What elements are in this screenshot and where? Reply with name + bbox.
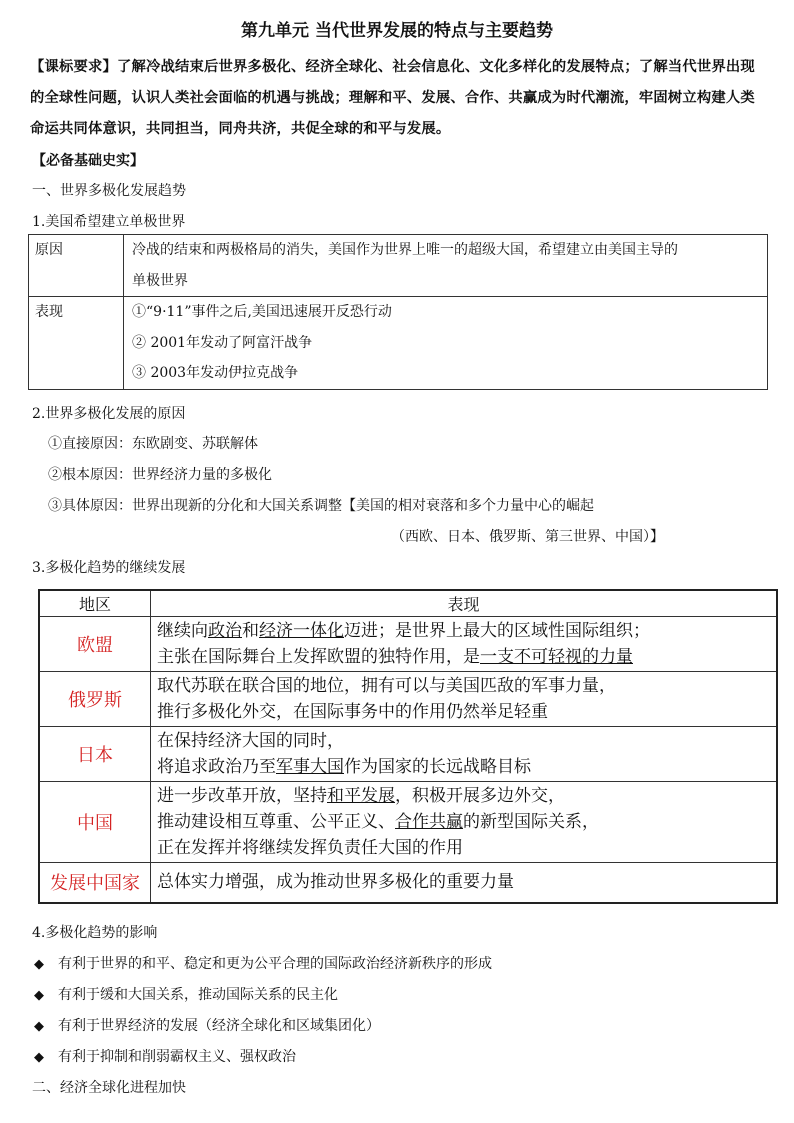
description-cell [151,863,778,903]
underlined-text: 和平发展 [327,786,395,806]
underlined-text: 经济一体化 [259,621,344,641]
row-line: 冷战的结束和两极格局的消失，美国作为世界上唯一的超级大国，希望建立由美国主导的 [132,242,678,258]
row-key: 表现 [29,297,124,390]
requirement-text: 了解冷战结束后世界多极化、经济全球化、社会信息化、文化多样化的发展特点；了解当代世界出现的全球性问题，认识人类社会面临的机遇与挑战；理解和平、发展、合作、共赢成为时代潮流，牢固树立构建人类命运共同体意识，共同担当，同舟共济，共促全球的和平与发展。 [30,59,755,137]
region-cell: 日本 [39,727,151,782]
multipolar-table [38,589,778,904]
table-row [29,297,768,390]
row-content [124,297,768,390]
facts-heading: 【必备基础史实】 [32,153,144,169]
description-line [157,673,770,699]
text-segment: 总体实力增强，成为推动世界多极化的重要力量 [157,872,514,893]
description-line [157,728,770,754]
description-line [157,835,770,861]
list-item-text: 有利于世界经济的发展（经济全球化和区域集团化） [58,1018,380,1034]
list-item [34,953,492,973]
list-item-text: 有利于世界的和平、稳定和更为公平合理的国际政治经济新秩序的形成 [58,956,492,972]
text-segment: 推行多极化外交，在国际事务中的作用仍然举足轻重 [157,702,548,722]
table-row [29,235,768,297]
section-heading-1: 一、世界多极化发展趋势 [32,183,186,199]
table-row [39,672,777,727]
description-line [157,618,770,644]
table-header-row [39,590,777,617]
description-cell [151,617,778,672]
text-segment: 和 [242,621,259,641]
row-line: ①“9·11”事件之后,美国迅速展开反恐行动 [132,304,392,320]
underlined-text: 合作共赢 [395,812,463,832]
cause-line: ③具体原因：世界出现新的分化和大国关系调整【美国的相对衰落和多个力量中心的崛起 [48,498,594,514]
region-cell: 欧盟 [39,617,151,672]
text-segment: 将追求政治乃至 [157,757,276,777]
cause-line: ①直接原因：东欧剧变、苏联解体 [48,436,258,452]
underlined-text: 政治 [208,621,242,641]
row-content [124,235,768,297]
table-row [39,863,777,903]
text-segment: 继续向 [157,621,208,641]
text-segment: 取代苏联在联合国的地位，拥有可以与美国匹敌的军事力量， [157,676,616,696]
description-line [157,809,770,835]
unipolar-table [28,234,768,390]
section-heading-2: 二、经济全球化进程加快 [32,1080,186,1096]
row-key: 原因 [29,235,124,297]
diamond-bullet-icon: ◆ [34,1019,44,1034]
text-segment: 主张在国际舞台上发挥欧盟的独特作用，是 [157,647,480,667]
description-line [157,869,770,895]
row-line: ② 2001年发动了阿富汗战争 [132,334,313,351]
text-segment: 正在发挥并将继续发挥负责任大国的作用 [157,838,463,858]
item-heading-4: 4.多极化趋势的影响 [32,925,158,941]
column-header-region: 地区 [39,590,151,617]
row-line: ③ 2003年发动伊拉克战争 [132,365,299,381]
text-segment: 作为国家的长远战略目标 [344,757,531,777]
diamond-bullet-icon: ◆ [34,1050,44,1065]
description-line [157,644,770,670]
table-row [39,782,777,863]
underlined-text: 军事大国 [276,757,344,777]
curriculum-requirement [30,52,768,145]
page-title: 第九单元 当代世界发展的特点与主要趋势 [241,21,553,41]
diamond-bullet-icon: ◆ [34,957,44,972]
description-cell [151,782,778,863]
text-segment: 在保持经济大国的同时， [157,731,344,751]
description-line [157,754,770,780]
description-line [157,783,770,809]
list-item [34,1046,296,1066]
text-segment: 进一步改革开放，坚持 [157,786,327,806]
text-segment: 迈进；是世界上最大的区域性国际组织； [344,621,650,641]
region-cell: 中国 [39,782,151,863]
cause-line: （西欧、日本、俄罗斯、第三世界、中国）】 [391,529,664,545]
text-segment: 推动建设相互尊重、公平正义、 [157,812,395,832]
item-heading-3: 3.多极化趋势的继续发展 [32,560,186,576]
text-segment: 的新型国际关系， [463,812,599,832]
region-cell: 俄罗斯 [39,672,151,727]
table-row [39,727,777,782]
description-cell [151,672,778,727]
requirement-label: 【课标要求】 [30,59,117,75]
diamond-bullet-icon: ◆ [34,988,44,1003]
text-segment: ，积极开展多边外交， [395,786,565,806]
region-cell: 发展中国家 [39,863,151,903]
item-heading-1: 1.美国希望建立单极世界 [32,214,186,230]
table-row [39,617,777,672]
row-line: 单极世界 [132,272,188,289]
cause-line: ②根本原因：世界经济力量的多极化 [48,467,272,483]
list-item-text: 有利于缓和大国关系，推动国际关系的民主化 [58,987,338,1003]
description-line [157,699,770,725]
underlined-text: 一支不可轻视的力量 [480,647,633,667]
column-header-performance: 表现 [151,590,778,617]
list-item [34,984,338,1004]
list-item-text: 有利于抑制和削弱霸权主义、强权政治 [58,1049,296,1065]
item-heading-2: 2.世界多极化发展的原因 [32,406,186,422]
description-cell [151,727,778,782]
list-item [34,1015,380,1035]
